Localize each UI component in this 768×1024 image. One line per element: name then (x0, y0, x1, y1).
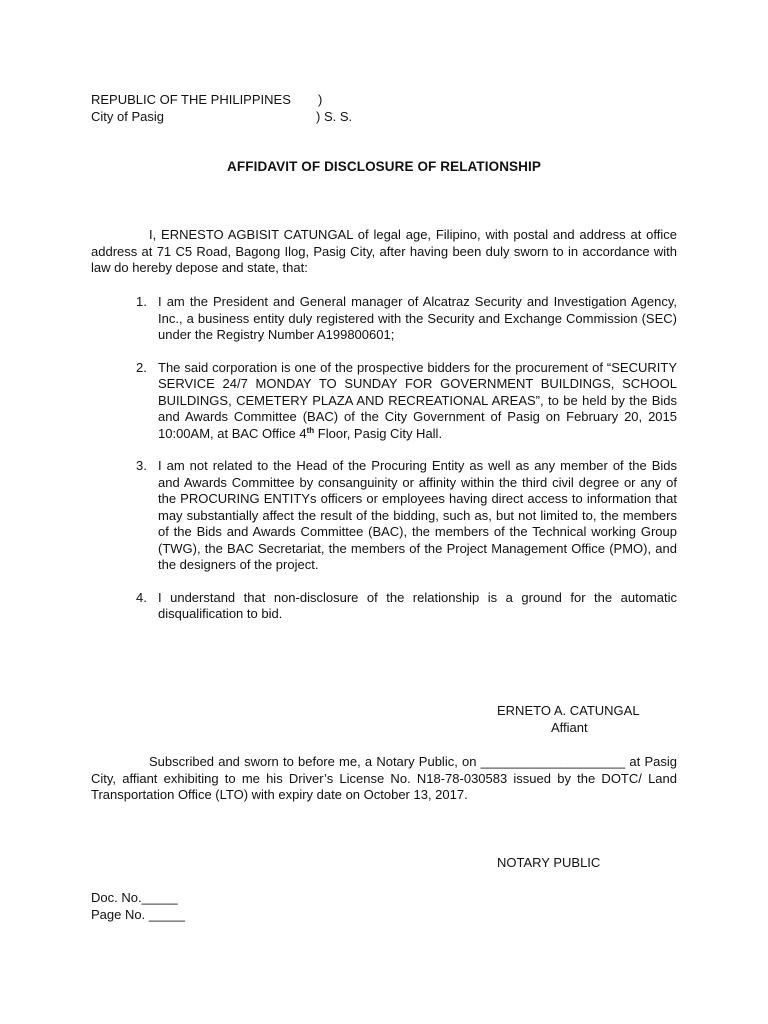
affiant-role: Affiant (551, 719, 588, 735)
list-item (91, 458, 677, 574)
affiant-name: ERNETO A. CATUNGAL (497, 703, 640, 718)
item-text-end: Floor, Pasig City Hall. (314, 425, 443, 441)
item-text: I am the President and General manager of Alcatraz Security and Investigation Agency, Inc., a business entity duly registered with the Security and Exchange Commission (SEC) under the Registry Number A199800601; (158, 294, 677, 342)
item-number: 3. (136, 458, 147, 473)
intro-paragraph: I, ERNESTO AGBISIT CATUNGAL of legal age, Filipino, with postal and address at office address at 71 C5 Road, Bagong Ilog, Pasig City, after having been duly sworn to in accordance with law do hereby depose and state, that: (91, 227, 677, 275)
venue-paren: ) (318, 92, 323, 107)
item-number: 1. (136, 294, 147, 309)
city-text: City of Pasig (91, 109, 164, 124)
statement-list (91, 294, 677, 623)
ss-text: ) S. S. (316, 109, 353, 124)
document-title: AFFIDAVIT OF DISCLOSURE OF RELATIONSHIP (227, 159, 541, 174)
ordinal-suffix: th (306, 425, 315, 435)
page-number: Page No. _____ (91, 907, 185, 922)
list-item (91, 590, 677, 623)
jurat-paragraph: Subscribed and sworn to before me, a Notary Public, on ____________________ at Pasig City, affiant exhibiting to me his Driver’s License No. N18-78-030583 issued by the DOTC/ Land Transportation Office (LTO) with expiry date on October 13, 2017. (91, 754, 677, 802)
republic-text: REPUBLIC OF THE PHILIPPINES (91, 92, 291, 107)
item-text: I understand that non-disclosure of the relationship is a ground for the automatic disqualification to bid. (158, 589, 677, 621)
list-item (91, 360, 677, 443)
list-item (91, 294, 677, 344)
item-number: 2. (136, 359, 147, 375)
venue-block (91, 92, 391, 126)
item-text: I am not related to the Head of the Procuring Entity as well as any member of the Bids and Awards Committee by consanguinity or affinity within the third civil degree or any of the PROCURING ENTITYs officers or employees having direct access to information that may substantially affect the result of the bidding, such as, but not limited to, the members of the Bids and Awards Committee (BAC), the members of the Technical working Group (TWG), the BAC Secretariat, the members of the Project Management Office (PMO), and the designers of the project. (158, 458, 677, 572)
affiant-signature-block (497, 703, 667, 736)
item-text: The said corporation is one of the prospective bidders for the procurement of “SECURITY SERVICE 24/7 MONDAY TO SUNDAY FOR GOVERNMENT BUILDINGS, SCHOOL BUILDINGS, CEMETERY PLAZA AND RECREATIONAL AREAS”, to be held by the Bids and Awards Committee (BAC) of the City Government of Pasig on February 20, 2015 10:00AM, at BAC Office 4 (158, 359, 677, 441)
notary-public-label: NOTARY PUBLIC (497, 855, 601, 870)
doc-number: Doc. No._____ (91, 890, 178, 905)
doc-info-block (91, 890, 185, 924)
item-number: 4. (136, 589, 147, 605)
